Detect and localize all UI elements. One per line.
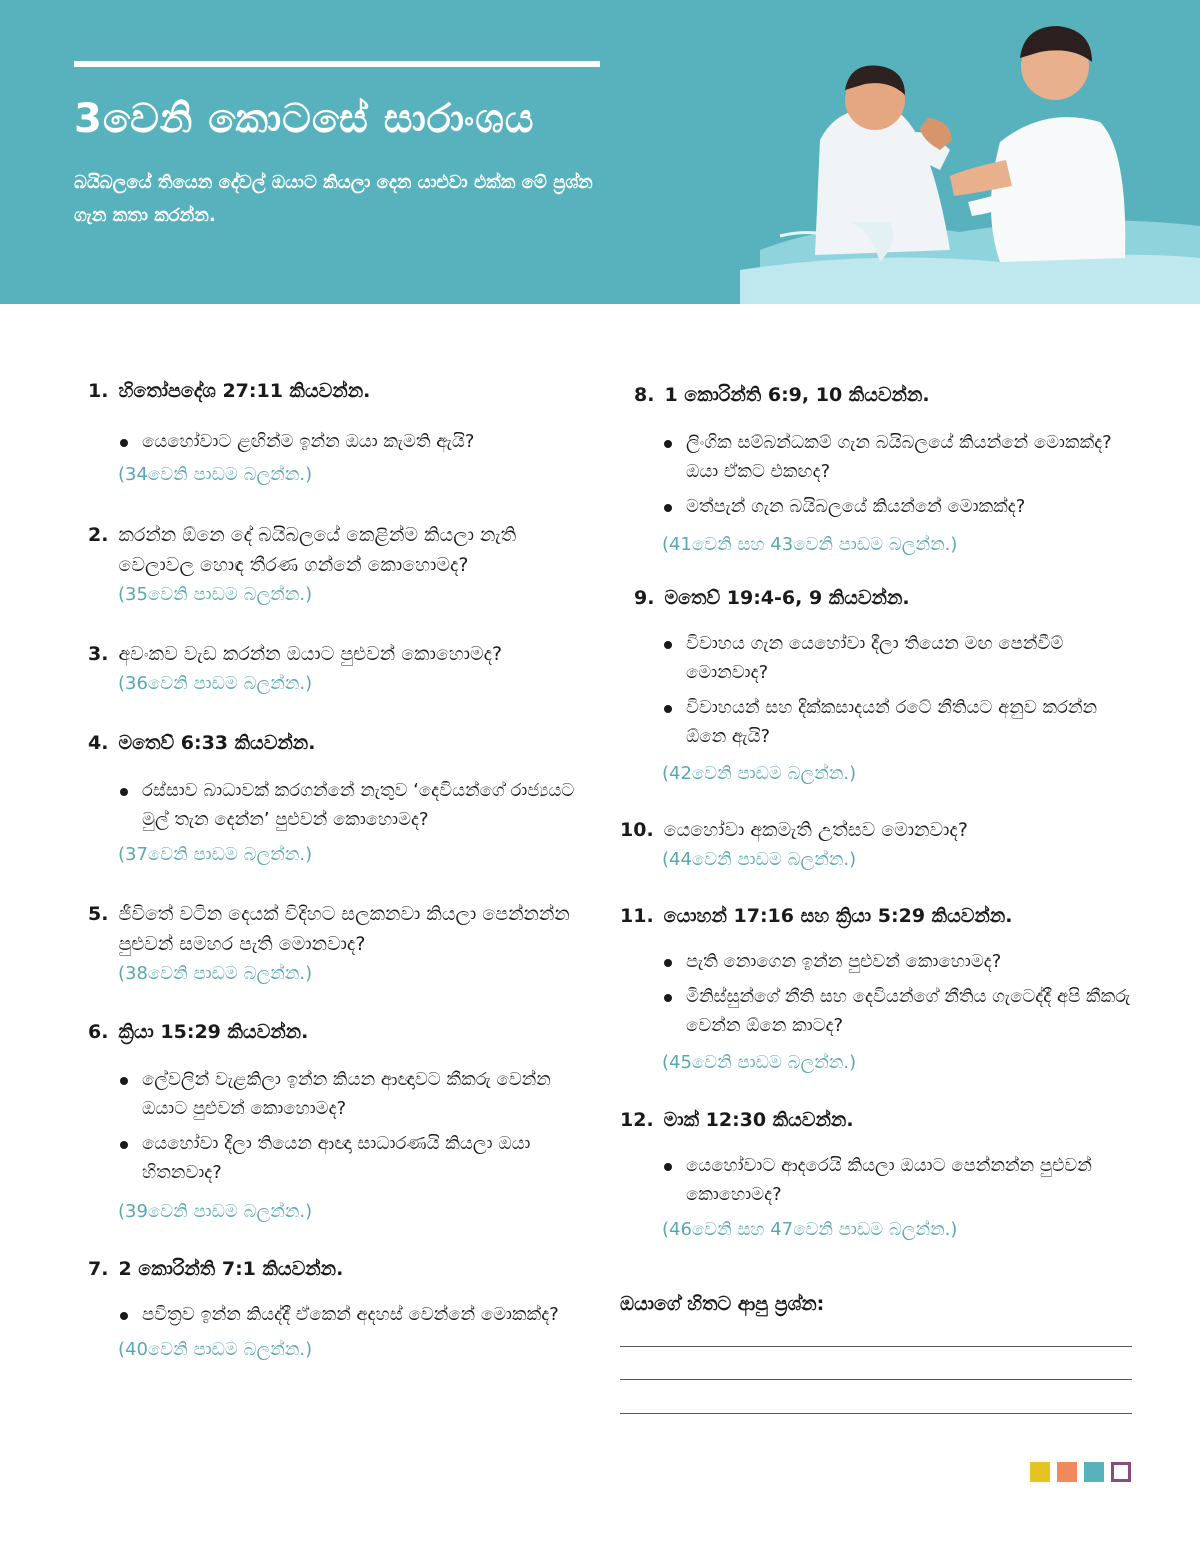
bullet-item: යෙහෝවාට ආදරෙයි කියලා ඔයාට පෙන්නන්න පුළුවන් කොහොමද? xyxy=(662,1151,1140,1209)
question-heading xyxy=(88,520,588,580)
bullet-list xyxy=(88,427,588,456)
question-11 xyxy=(620,901,1140,1077)
question-text: 1 කොරින්ති 6:9, 10 කියවන්න. xyxy=(664,384,930,406)
bullet-item: මත්පැන් ගැන බයිබලයේ කියන්නේ මොකක්ද? xyxy=(662,492,1140,521)
question-heading xyxy=(620,815,1140,845)
question-text: හිතෝපදේශ 27:11 කියවන්න. xyxy=(118,380,371,402)
teal-square-icon xyxy=(1084,1462,1104,1482)
bullet-list xyxy=(88,1300,588,1329)
page-subtitle: බයිබලයේ තියෙන දේවල් ඔයාට කියලා දෙන යාළුවා එක්ක මේ ප්‍රශ්න ගැන කතා කරන්න. xyxy=(74,172,593,226)
question-column-left xyxy=(88,376,588,1364)
lesson-reference: (42වෙනි පාඩම බලන්න.) xyxy=(662,763,857,784)
lesson-reference: (45වෙනි පාඩම බලන්න.) xyxy=(662,1052,857,1073)
question-text: ජීවිතේ වටින දෙයක් විදිහට සලකනවා කියලා පෙන්නන්න පුළුවන් සමහර පැති මොනවාද? xyxy=(118,903,570,955)
question-number: 8. xyxy=(634,384,655,406)
question-number: 5. xyxy=(88,903,109,925)
note-line[interactable] xyxy=(620,1346,1132,1347)
question-number: 7. xyxy=(88,1258,109,1280)
question-text: කරන්න ඕනෙ දේ බයිබලයේ කෙළින්ම කියලා නැති වෙලාවල හොඳ තීරණ ගන්නේ කොහොමද? xyxy=(118,524,517,576)
bullet-item: යෙහෝවා දීලා තියෙන ආඥා සාධාරණයි කියලා ඔයා හිතනවාද? xyxy=(118,1129,588,1187)
question-number: 4. xyxy=(88,732,109,754)
question-number: 6. xyxy=(88,1021,109,1043)
question-7 xyxy=(88,1254,588,1364)
lesson-reference: (40වෙනි පාඩම බලන්න.) xyxy=(118,1339,313,1360)
bullet-item: පැති නොගෙන ඉන්න පුළුවන් කොහොමද? xyxy=(662,947,1140,976)
question-text: මතෙව් 19:4-6, 9 කියවන්න. xyxy=(664,587,910,609)
header-banner xyxy=(0,0,1200,304)
page-title: 3වෙනි කොටසේ සාරාංශය xyxy=(74,96,535,142)
bullet-item: රස්සාව බාධාවක් කරගන්නේ නැතුව ‘දෙවියන්ගේ රාජ්‍යයට මුල් තැන දෙන්න’ පුළුවන් කොහොමද? xyxy=(118,776,588,834)
bullet-list xyxy=(620,428,1140,521)
outline-square-icon xyxy=(1111,1462,1131,1482)
question-heading xyxy=(88,376,588,406)
question-text: ක්‍රියා 15:29 කියවන්න. xyxy=(118,1021,309,1043)
question-heading xyxy=(88,728,588,758)
question-heading xyxy=(620,901,1140,931)
bullet-item: යෙහෝවාට ළඟින්ම ඉන්න ඔයා කැමති ඇයි? xyxy=(118,427,588,456)
bullet-item: පවිත්‍රව ඉන්න කියද්දී ඒකෙන් අදහස් වෙන්නේ මොකක්ද? xyxy=(118,1300,588,1329)
bullet-item: මිනිස්සුන්ගේ නීති සහ දෙවියන්ගේ නීතිය ගැටෙද්දී අපි කීකරු වෙන්න ඕනෙ කාටද? xyxy=(662,982,1140,1040)
note-line[interactable] xyxy=(620,1413,1132,1414)
question-text: යොහන් 17:16 සහ ක්‍රියා 5:29 කියවන්න. xyxy=(663,905,1013,927)
lesson-reference: (44වෙනි පාඩම බලන්න.) xyxy=(662,849,857,870)
question-5 xyxy=(88,899,588,988)
lesson-reference: (39වෙනි පාඩම බලන්න.) xyxy=(118,1201,313,1222)
question-number: 11. xyxy=(620,905,654,927)
lesson-reference: (38වෙනි පාඩම බලන්න.) xyxy=(118,963,313,984)
question-heading xyxy=(88,1254,588,1284)
question-1 xyxy=(88,376,588,489)
question-text: යෙහෝවා අකමැති උත්සව මොනවාද? xyxy=(663,819,968,841)
question-8 xyxy=(620,380,1140,559)
question-number: 3. xyxy=(88,643,109,665)
question-heading xyxy=(88,899,588,959)
lesson-reference: (41වෙනි සහ 43වෙනි පාඩම බලන්න.) xyxy=(662,534,958,555)
question-number: 9. xyxy=(634,587,655,609)
question-heading xyxy=(88,1017,588,1047)
question-9 xyxy=(620,583,1140,788)
question-3 xyxy=(88,639,588,698)
yellow-square-icon xyxy=(1030,1462,1050,1482)
lesson-reference: (34වෙනි පාඩම බලන්න.) xyxy=(118,464,313,485)
question-heading xyxy=(88,639,588,669)
question-6 xyxy=(88,1017,588,1226)
bullet-item: ලිංගික සම්බන්ධකම් ගැන බයිබලයේ කියන්නේ මොකක්ද? ඔයා ඒකට එකඟද? xyxy=(662,428,1140,486)
lesson-reference: (36වෙනි පාඩම බලන්න.) xyxy=(118,673,313,694)
lesson-reference: (35වෙනි පාඩම බලන්න.) xyxy=(118,584,313,605)
question-text: මතෙව් 6:33 කියවන්න. xyxy=(118,732,316,754)
bullet-item: ලේවලින් වැළකිලා ඉන්න කියන ආඥාවට කීකරු වෙන්න ඔයාට පුළුවන් කොහොමද? xyxy=(118,1065,588,1123)
bullet-list xyxy=(620,629,1140,751)
question-2 xyxy=(88,520,588,609)
bullet-item: විවාහය ගැන යෙහෝවා දීලා තියෙන මඟ පෙන්වීම් මොනවාද? xyxy=(662,629,1140,687)
question-heading xyxy=(620,1105,1140,1135)
question-text: 2 කොරින්ති 7:1 කියවන්න. xyxy=(118,1258,344,1280)
baptism-illustration xyxy=(700,0,1200,304)
question-heading xyxy=(620,380,1140,410)
question-number: 10. xyxy=(620,819,654,841)
lesson-reference: (46වෙනි සහ 47වෙනි පාඩම බලන්න.) xyxy=(662,1219,958,1240)
note-line[interactable] xyxy=(620,1379,1132,1380)
lesson-reference: (37වෙනි පාඩම බලන්න.) xyxy=(118,844,313,865)
header-rule xyxy=(74,61,600,67)
question-number: 2. xyxy=(88,524,109,546)
question-heading xyxy=(620,583,1140,613)
question-text: අවංකව වැඩ කරන්න ඔයාට පුළුවන් කොහොමද? xyxy=(118,643,503,665)
question-12 xyxy=(620,1105,1140,1244)
question-number: 12. xyxy=(620,1109,654,1131)
question-text: මාක් 12:30 කියවන්න. xyxy=(663,1109,854,1131)
notes-title: ඔයාගේ හිතට ආපු ප්‍රශ්න: xyxy=(620,1293,825,1315)
question-10 xyxy=(620,815,1140,874)
question-number: 1. xyxy=(88,380,109,402)
question-4 xyxy=(88,728,588,869)
bullet-list xyxy=(88,1065,588,1187)
bullet-list xyxy=(620,947,1140,1040)
bullet-item: විවාහයන් සහ දික්කසාදයන් රටේ නීතියට අනුව කරන්න ඕනෙ ඇයි? xyxy=(662,693,1140,751)
orange-square-icon xyxy=(1057,1462,1077,1482)
question-column-right xyxy=(620,376,1140,1244)
bullet-list xyxy=(88,776,588,834)
bullet-list xyxy=(620,1151,1140,1209)
